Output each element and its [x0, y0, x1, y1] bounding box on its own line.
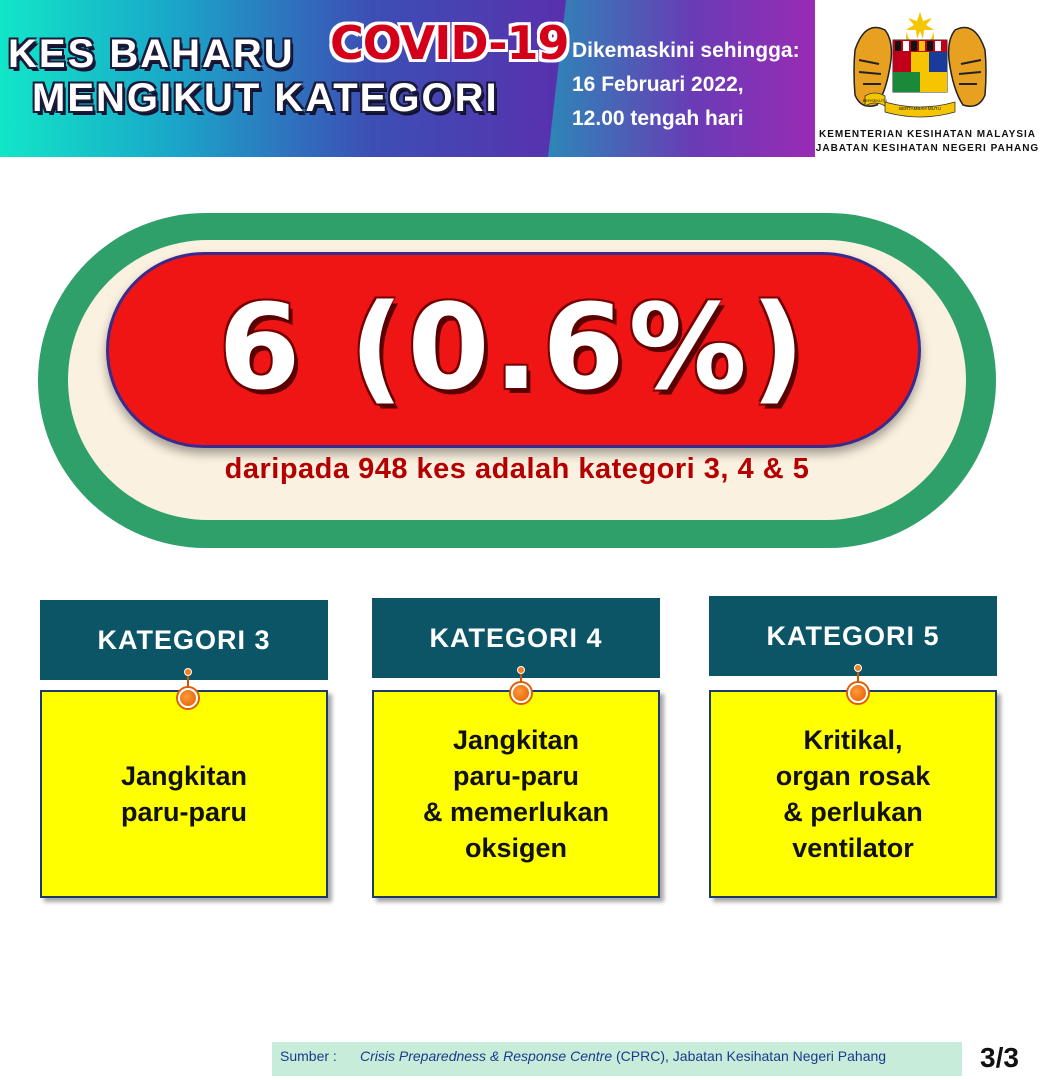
category-5-title: KATEGORI 5 — [709, 596, 997, 676]
category-4-line: paru-paru — [452, 761, 579, 791]
category-4-line: Jangkitan — [452, 725, 580, 755]
title-line-2: MENGIKUT KATEGORI — [32, 76, 499, 120]
category-3-title: KATEGORI 3 — [40, 600, 328, 680]
source-label: Sumber : — [280, 1048, 337, 1064]
header-banner — [0, 0, 815, 157]
category-3-line: Jangkitan — [120, 761, 248, 791]
pin-small-icon — [854, 664, 862, 672]
covid-title: COVID-19 — [330, 16, 569, 70]
category-4-line: & memerlukan — [422, 797, 610, 827]
ministry-line-2: JABATAN KESIHATAN NEGERI PAHANG — [815, 143, 1040, 154]
update-label: Dikemaskini sehingga: — [572, 39, 800, 62]
category-5-line: & perlukan — [783, 797, 923, 827]
highlight-description: daripada 948 kes adalah kategori 3, 4 & 5 — [224, 453, 810, 485]
ministry-line-1: KEMENTERIAN KESIHATAN MALAYSIA — [818, 129, 1037, 140]
category-3-description — [40, 690, 328, 898]
title-line-1: KES BAHARU — [8, 32, 295, 76]
update-info — [572, 34, 800, 136]
category-3-line: paru-paru — [120, 797, 247, 827]
page-number: 3/3 — [980, 1042, 1019, 1073]
category-4-line: oksigen — [464, 833, 567, 863]
update-date: 16 Februari 2022, — [572, 73, 744, 96]
category-5-line: organ rosak — [775, 761, 931, 791]
logo-motto-top: BERSEKUTU — [862, 98, 888, 103]
pin-small-icon — [517, 666, 525, 674]
update-time: 12.00 tengah hari — [572, 107, 744, 130]
category-5-description — [709, 690, 997, 898]
pin-icon — [511, 683, 531, 703]
category-5-line: Kritikal, — [803, 725, 903, 755]
pin-icon — [178, 688, 198, 708]
logo-motto-bottom: BERTAMBAH MUTU — [899, 106, 941, 111]
coat-of-arms-logo — [845, 10, 995, 120]
source-detail: (CPRC), Jabatan Kesihatan Negeri Pahang — [612, 1048, 887, 1064]
highlight-value: 6 (0.6%) — [218, 278, 809, 416]
category-4-description — [372, 690, 660, 898]
ministry-name — [815, 128, 1040, 156]
category-4-title: KATEGORI 4 — [372, 598, 660, 678]
source-note — [272, 1042, 962, 1076]
pin-small-icon — [184, 668, 192, 676]
category-5-line: ventilator — [792, 833, 914, 863]
source-org: Crisis Preparedness & Response Centre — [360, 1048, 613, 1064]
pin-icon — [848, 683, 868, 703]
